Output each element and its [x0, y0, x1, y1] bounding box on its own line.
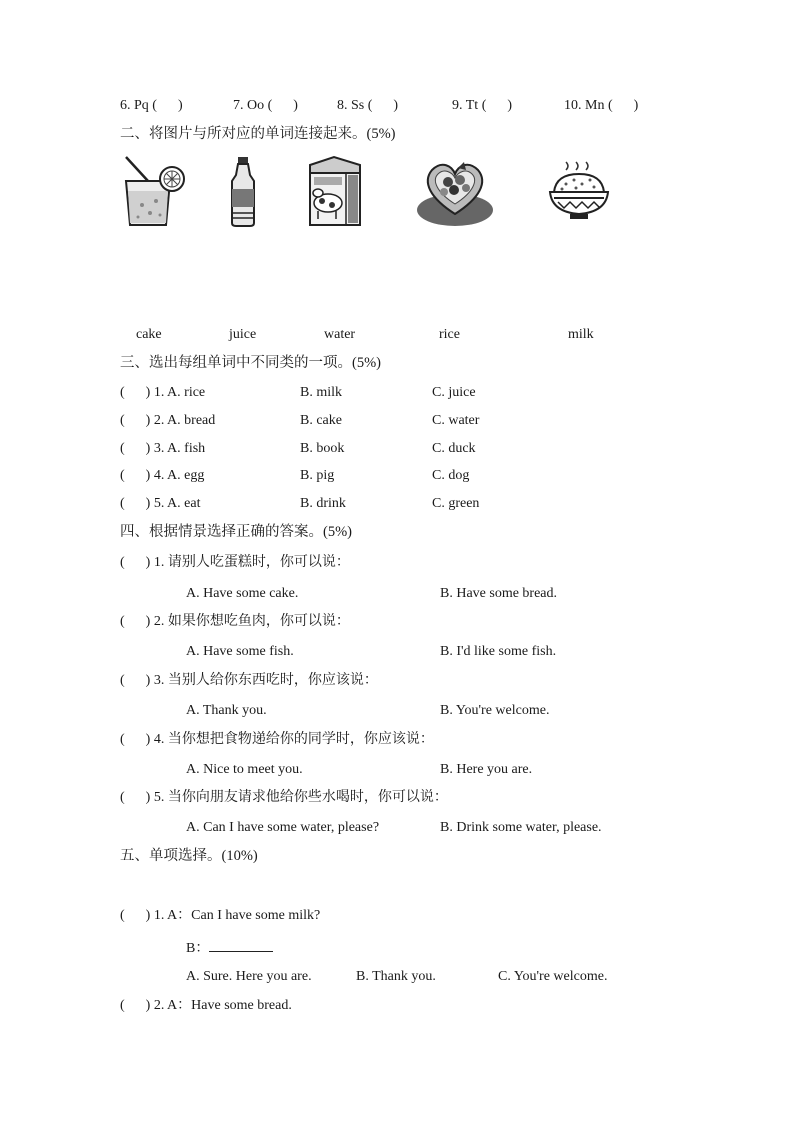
- s4-q5: ( ) 5. 当你向朋友请求他给你些水喝时，你可以说：: [120, 790, 448, 805]
- word-cake: cake: [136, 327, 162, 342]
- rice-bowl-icon: [546, 160, 612, 222]
- s4-q2-b: B. I'd like some fish.: [440, 644, 557, 659]
- s3-row-2-a: ( ) 2. A. bread: [120, 413, 216, 428]
- s3-row-1-b: B. milk: [300, 385, 343, 400]
- s3-row-2-c: C. water: [432, 413, 480, 428]
- letter-item-10: 10. Mn ( ): [564, 98, 639, 113]
- s5-q1-b-line: [186, 939, 273, 956]
- section-4-title: 四、根据情景选择正确的答案。(5%): [120, 524, 352, 540]
- s5-q2: ( ) 2. A：Have some bread.: [120, 998, 292, 1013]
- s4-q5-a: A. Can I have some water, please?: [186, 820, 380, 835]
- s3-row-5-b: B. drink: [300, 496, 346, 511]
- milk-carton-icon: [304, 155, 366, 227]
- s5-q1-opt-a: A. Sure. Here you are.: [186, 969, 312, 984]
- s3-row-4-b: B. pig: [300, 468, 335, 483]
- s3-row-1-a: ( ) 1. A. rice: [120, 385, 206, 400]
- letter-item-6: 6. Pq ( ): [120, 98, 183, 113]
- s3-row-1-c: C. juice: [432, 385, 476, 400]
- s4-q1: ( ) 1. 请别人吃蛋糕时，你可以说：: [120, 555, 350, 570]
- s4-q1-b: B. Have some bread.: [440, 586, 558, 601]
- s3-row-2-b: B. cake: [300, 413, 342, 428]
- s4-q1-a: A. Have some cake.: [186, 586, 299, 601]
- s3-row-4-a: ( ) 4. A. egg: [120, 468, 205, 483]
- s4-q3-a: A. Thank you.: [186, 703, 267, 718]
- s3-row-5-a: ( ) 5. A. eat: [120, 496, 201, 511]
- s4-q3: ( ) 3. 当别人给你东西吃时，你应该说：: [120, 673, 378, 688]
- s5-q1-opt-c: C. You're welcome.: [498, 969, 608, 984]
- letter-item-8: 8. Ss ( ): [337, 98, 399, 113]
- juice-glass-icon: [120, 155, 186, 227]
- s4-q3-b: B. You're welcome.: [440, 703, 550, 718]
- section-5-title: 五、单项选择。(10%): [120, 848, 258, 864]
- s4-q2: ( ) 2. 如果你想吃鱼肉，你可以说：: [120, 614, 350, 629]
- s3-row-3-c: C. duck: [432, 441, 476, 456]
- word-water: water: [324, 327, 356, 342]
- section-2-title: 二、将图片与所对应的单词连接起来。(5%): [120, 126, 396, 142]
- letter-item-7: 7. Oo ( ): [233, 98, 298, 113]
- water-bottle-icon: [228, 155, 258, 227]
- s4-q5-b: B. Drink some water, please.: [440, 820, 602, 835]
- s4-q4-b: B. Here you are.: [440, 762, 533, 777]
- s5-q1: ( ) 1. A：Can I have some milk?: [120, 908, 321, 923]
- word-milk: milk: [568, 327, 594, 342]
- cake-icon: [414, 152, 496, 228]
- s4-q4-a: A. Nice to meet you.: [186, 762, 303, 777]
- word-rice: rice: [439, 327, 460, 342]
- s3-row-4-c: C. dog: [432, 468, 470, 483]
- s5-q1-opt-b: B. Thank you.: [356, 969, 436, 984]
- s5-q1-b-label: B：: [186, 941, 210, 956]
- s3-row-3-a: ( ) 3. A. fish: [120, 441, 206, 456]
- word-juice: juice: [229, 327, 257, 342]
- s4-q2-a: A. Have some fish.: [186, 644, 294, 659]
- letter-item-9: 9. Tt ( ): [452, 98, 513, 113]
- s3-row-3-b: B. book: [300, 441, 345, 456]
- section-3-title: 三、选出每组单词中不同类的一项。(5%): [120, 355, 381, 371]
- s3-row-5-c: C. green: [432, 496, 480, 511]
- answer-blank[interactable]: [209, 939, 273, 952]
- s4-q4: ( ) 4. 当你想把食物递给你的同学时，你应该说：: [120, 732, 434, 747]
